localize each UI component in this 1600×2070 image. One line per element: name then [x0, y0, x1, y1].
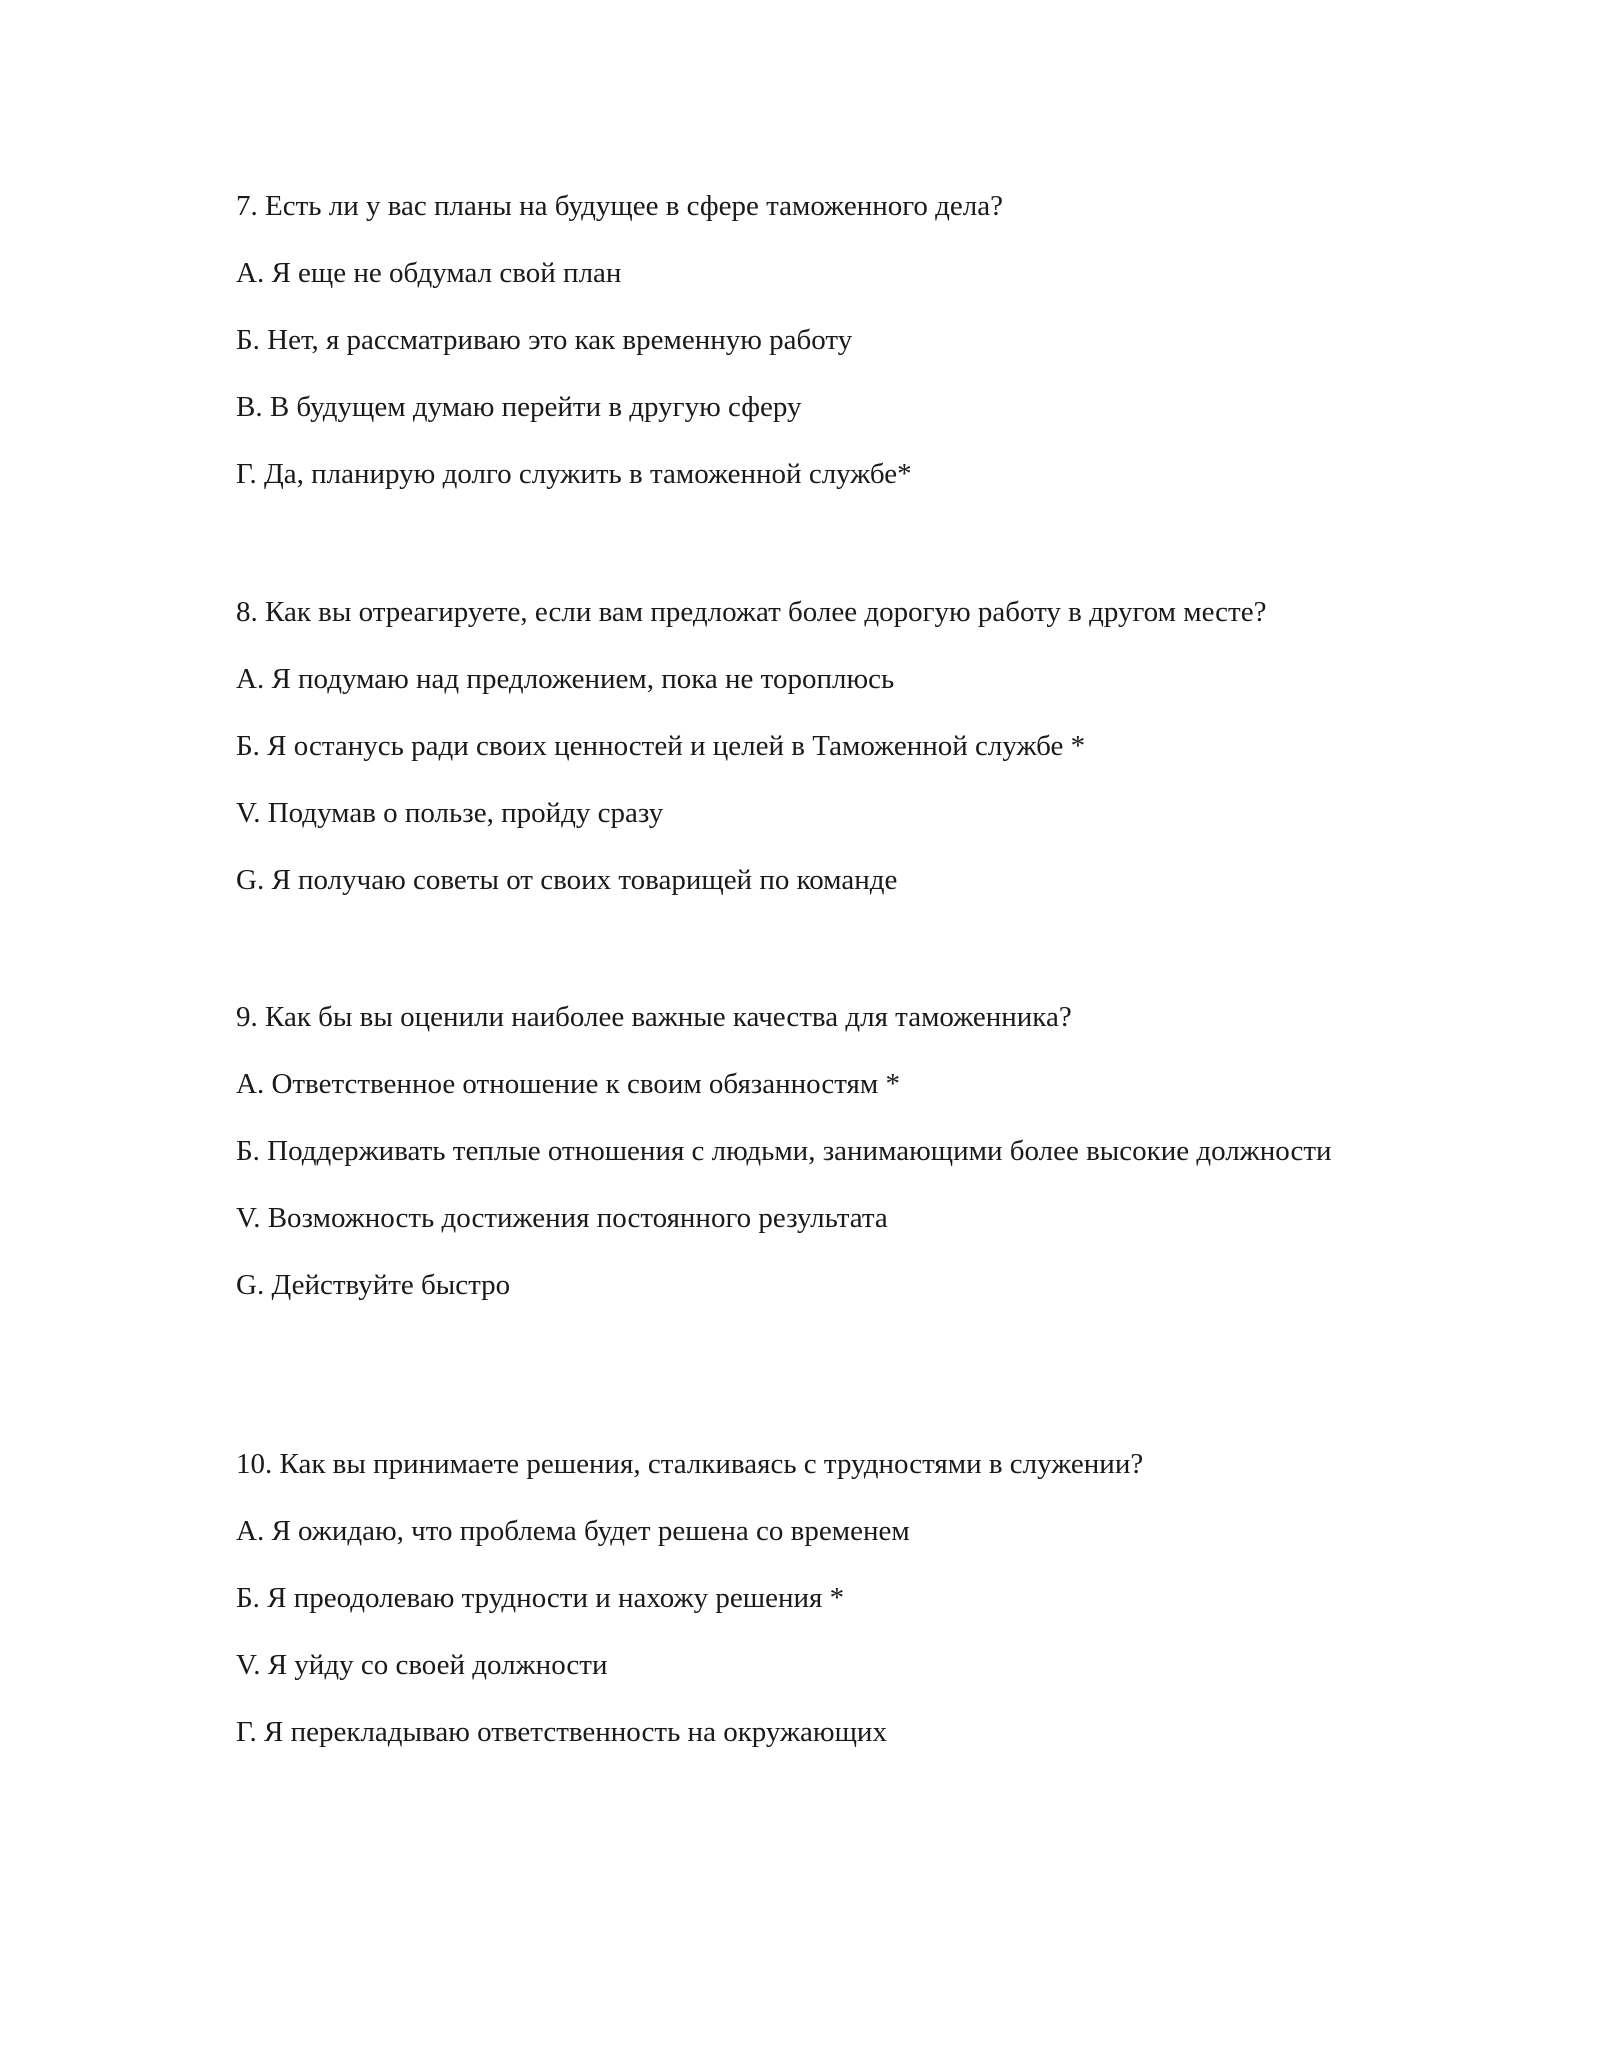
question-8 [236, 592, 1396, 927]
answer-option-a: А. Ответственное отношение к своим обязанностям * [236, 1068, 900, 1100]
answer-option-b: Б. Нет, я рассматриваю это как временную работу [236, 324, 853, 356]
answer-option-d: G. Действуйте быстро [236, 1269, 511, 1301]
answer-option-d: Г. Да, планирую долго служить в таможенной службе* [236, 458, 912, 490]
answer-option-c: V. Возможность достижения постоянного результата [236, 1202, 888, 1234]
answer-option-d: G. Я получаю советы от своих товарищей по команде [236, 864, 898, 896]
answer-option-b: Б. Я преодолеваю трудности и нахожу решения * [236, 1582, 845, 1614]
answer-option-c: V. Я уйду со своей должности [236, 1649, 608, 1681]
question-text: 10. Как вы принимаете решения, сталкиваясь с трудностями в служении? [236, 1448, 1144, 1480]
answer-option-c: В. В будущем думаю перейти в другую сферу [236, 391, 802, 423]
question-text: 7. Есть ли у вас планы на будущее в сфере таможенного дела? [236, 190, 1003, 222]
question-7 [236, 186, 1396, 521]
answer-option-a: А. Я ожидаю, что проблема будет решена со временем [236, 1515, 910, 1547]
answer-option-c: V. Подумав о пользе, пройду сразу [236, 797, 664, 829]
answer-option-d: Г. Я перекладываю ответственность на окружающих [236, 1716, 887, 1748]
answer-option-a: А. Я еще не обдумал свой план [236, 257, 622, 289]
question-text: 9. Как бы вы оценили наиболее важные качества для таможенника? [236, 1001, 1072, 1033]
answer-option-a: А. Я подумаю над предложением, пока не тороплюсь [236, 663, 895, 695]
question-text: 8. Как вы отреагируете, если вам предложат более дорогую работу в другом месте? [236, 596, 1267, 628]
question-9 [236, 997, 1396, 1332]
answer-option-b: Б. Поддерживать теплые отношения с людьми, занимающими более высокие должности [236, 1135, 1332, 1167]
answer-option-b: Б. Я останусь ради своих ценностей и целей в Таможенной службе * [236, 730, 1086, 762]
question-10 [236, 1444, 1396, 1779]
